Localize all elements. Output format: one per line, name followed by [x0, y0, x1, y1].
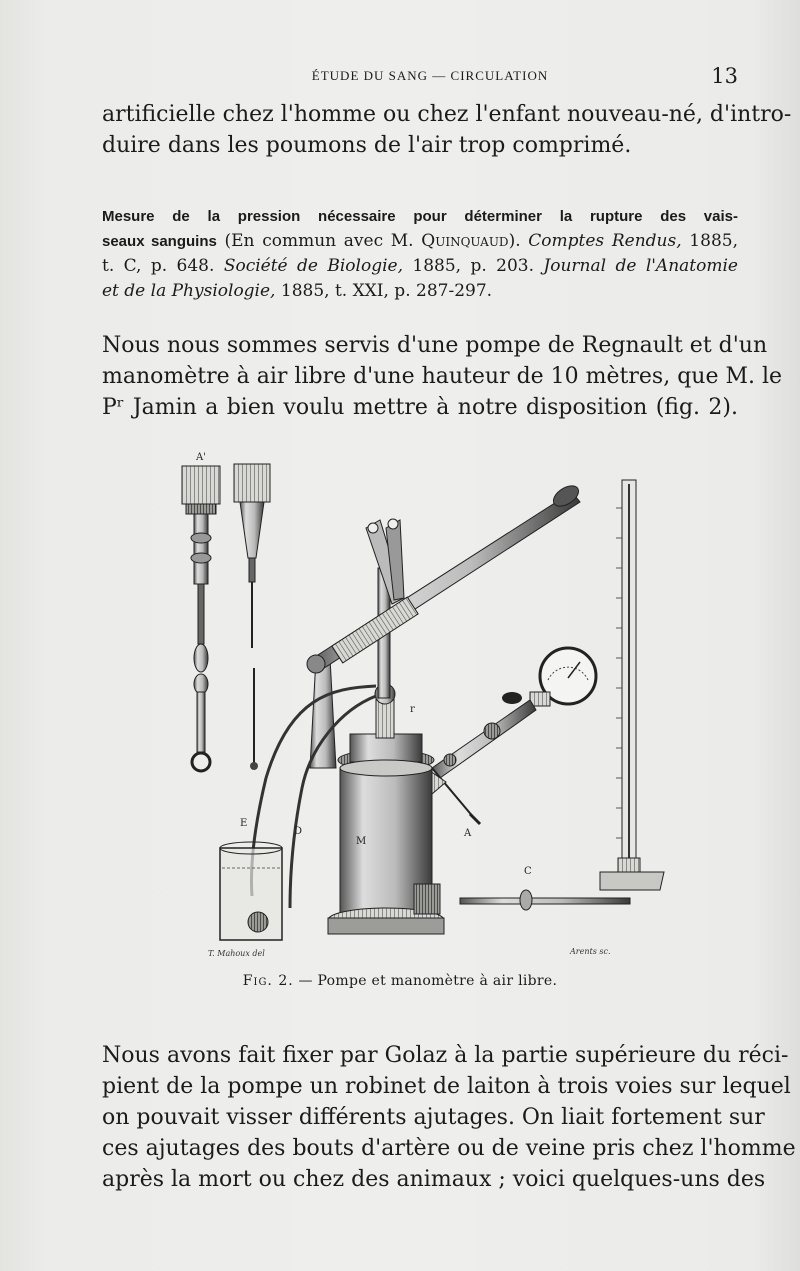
figure-caption-text: — Pompe et manomètre à air libre.: [293, 973, 558, 989]
label-a-prime: A': [196, 452, 206, 463]
figure-caption: [0, 973, 800, 989]
engraver-signature-left: T. Mahoux del: [208, 949, 265, 958]
journal-name: Comptes Rendus,: [528, 231, 682, 251]
engraver-signature-right: Arents sc.: [570, 947, 611, 956]
reference-text: t. C, p. 648.: [102, 256, 224, 276]
bibliographic-reference: [102, 204, 738, 304]
text-line: ces ajutages des bouts d'artère ou de veine pris chez l'homme: [102, 1136, 796, 1161]
figure-pump-manometer: [170, 448, 670, 960]
text-line: après la mort ou chez des animaux ; voici quelques-uns des: [102, 1167, 766, 1192]
text-line: Nous avons fait fixer par Golaz à la partie supérieure du réci-: [102, 1043, 789, 1068]
reference-line: [102, 279, 738, 304]
rod-second: [234, 464, 270, 770]
text-line: on pouvait visser différents ajutages. On liait fortement sur: [102, 1105, 765, 1130]
paragraph-continuation: [102, 99, 792, 161]
journal-name: Société de Biologie,: [223, 256, 403, 276]
text-line: Nous nous sommes servis d'une pompe de Regnault et d'un: [102, 333, 768, 358]
paragraph-pump: [102, 330, 783, 423]
rod-a-prime: [182, 466, 220, 771]
page-header: [0, 64, 800, 90]
journal-name: et de la Physiologie,: [102, 281, 276, 301]
paragraph-golaz: [102, 1040, 796, 1195]
pump-engraving: [170, 448, 670, 960]
reference-title: Mesure de la pression nécessaire pour déterminer la rupture des vais-: [102, 208, 738, 225]
beaker: [220, 842, 282, 940]
pressure-gauge: [410, 648, 596, 824]
running-head: ÉTUDE DU SANG — CIRCULATION: [311, 68, 549, 83]
label-d: D: [294, 826, 303, 837]
text-line: pient de la pompe un robinet de laiton à trois voies sur lequel: [102, 1074, 791, 1099]
coauthor-name: Quinquaud: [421, 231, 509, 251]
reference-text: 1885, p. 203.: [402, 256, 544, 276]
text-line: Pʳ Jamin a bien voulu mettre à notre disposition (fig. 2).: [102, 395, 738, 420]
label-m: M: [356, 836, 367, 847]
text-line: duire dans les poumons de l'air trop comprimé.: [102, 133, 632, 158]
page-number: 13: [711, 64, 738, 88]
label-r: r: [410, 704, 415, 715]
text-line: artificielle chez l'homme ou chez l'enfant nouveau-né, d'intro-: [102, 102, 792, 127]
reference-title-end: seaux sanguins: [102, 233, 217, 250]
reference-text: 1885, t. XXI, p. 287-297.: [275, 281, 493, 301]
reference-line: [102, 254, 738, 279]
reference-line: [102, 229, 738, 254]
reference-text: ).: [508, 231, 529, 251]
label-a: A: [464, 828, 472, 839]
figure-label: Fig. 2.: [242, 973, 294, 989]
pump-vessel: [328, 684, 444, 934]
label-e: E: [240, 818, 248, 829]
reference-text: (En commun avec M.: [216, 231, 422, 251]
label-c: C: [524, 866, 532, 877]
journal-name: Journal de l'Anatomie: [543, 256, 738, 276]
text-line: manomètre à air libre d'une hauteur de 10 mètres, que M. le: [102, 364, 783, 389]
pump-lever: [307, 482, 582, 768]
reference-text: 1885,: [681, 231, 738, 251]
reference-line: [102, 204, 738, 229]
